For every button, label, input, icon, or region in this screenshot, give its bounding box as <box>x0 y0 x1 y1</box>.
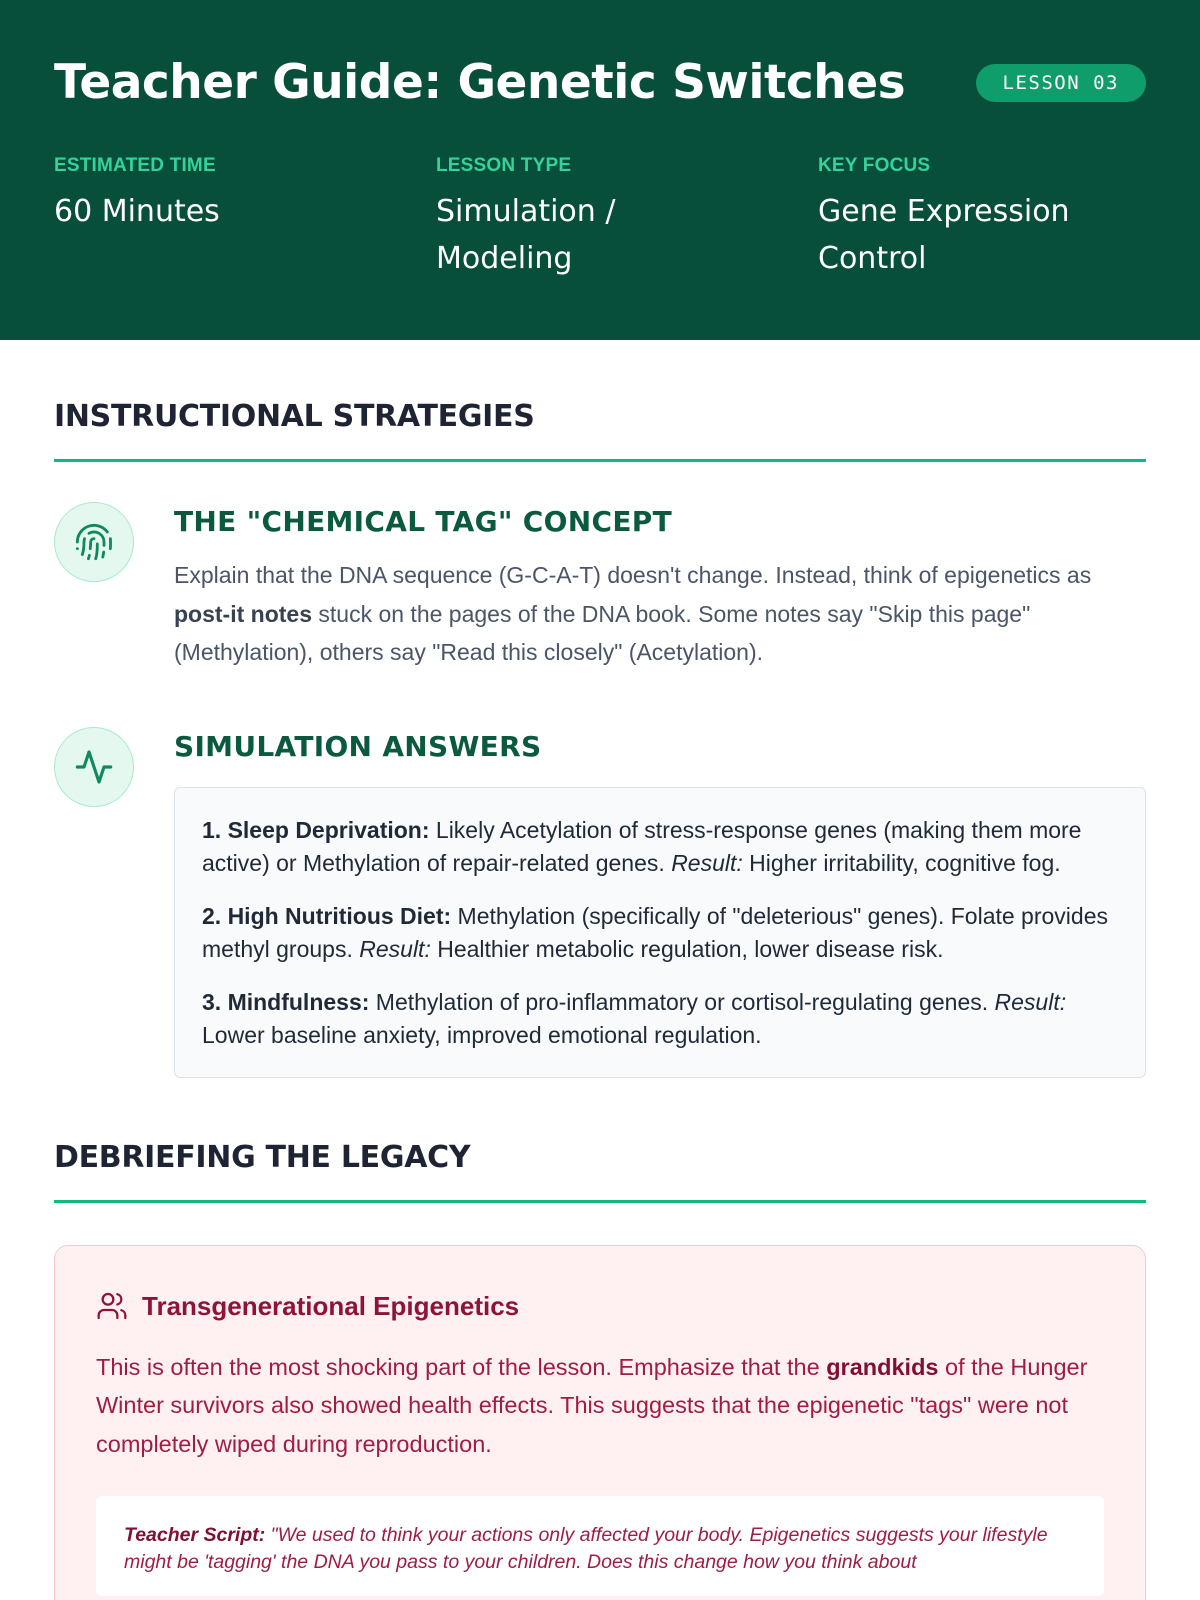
strategy-description <box>174 556 1146 672</box>
lesson-meta <box>54 152 1146 302</box>
result-text: Lower baseline anxiety, improved emotional regulation. <box>202 1022 762 1048</box>
answer-text: Likely Acetylation of stress-response genes (making them more active) or Methylation of repair-related genes. <box>202 816 1082 876</box>
meta-label: ESTIMATED TIME <box>54 155 216 176</box>
strategy-chemical-tag <box>54 502 1146 672</box>
section-title: INSTRUCTIONAL STRATEGIES <box>54 399 535 434</box>
answer-label: 3. Mindfulness: <box>202 988 370 1015</box>
text-span: Explain that the DNA sequence (G-C-A-T) doesn't change. Instead, think of epigenetics as <box>174 562 1092 588</box>
main-content <box>0 340 1200 1600</box>
result-label: Result: <box>994 988 1067 1015</box>
activity-icon <box>54 727 134 807</box>
answer-item <box>202 814 1119 881</box>
answer-item <box>202 900 1119 967</box>
meta-label: KEY FOCUS <box>818 155 931 176</box>
header <box>0 0 1200 340</box>
lesson-badge: LESSON 03 <box>976 64 1146 102</box>
result-label: Result: <box>671 850 743 876</box>
meta-value: Gene Expression Control <box>818 194 1070 276</box>
answer-label: 1. Sleep Deprivation: <box>202 816 430 843</box>
callout-title: Transgenerational Epigenetics <box>142 1290 520 1321</box>
answer-item <box>202 986 1119 1053</box>
fingerprint-icon <box>54 502 134 582</box>
meta-lesson-type <box>436 152 766 282</box>
section-divider <box>54 459 1146 462</box>
answer-text: Methylation (specifically of "deleterious" genes). Folate provides methyl groups. <box>202 902 1108 962</box>
script-text: "We used to think your actions only affected your body. Epigenetics suggests your lifestyle might be 'tagging' the DNA you pass to your children. Does this change how you think about <box>124 1524 1048 1573</box>
meta-estimated-time <box>54 152 384 235</box>
answers-box <box>174 787 1146 1078</box>
text-span: of the Hunger Winter survivors also showed health effects. This suggests that the epigenetic "tags" were not completely wiped during reproduction. <box>96 1353 1088 1457</box>
text-span: This is often the most shocking part of the lesson. Emphasize that the <box>96 1353 827 1380</box>
callout-description <box>96 1348 1104 1464</box>
teacher-script <box>96 1496 1104 1596</box>
meta-key-focus <box>818 152 1148 282</box>
meta-value: 60 Minutes <box>54 194 220 229</box>
strategy-simulation-answers <box>54 727 1146 1078</box>
section-divider <box>54 1200 1146 1203</box>
page-title: Teacher Guide: Genetic Switches <box>54 55 906 110</box>
section-title: DEBRIEFING THE LEGACY <box>54 1139 471 1175</box>
answer-text: Methylation of pro-inflammatory or cortisol-regulating genes. <box>369 988 995 1015</box>
emphasis: grandkids <box>826 1353 939 1380</box>
result-text: Healthier metabolic regulation, lower disease risk. <box>430 936 944 962</box>
meta-value: Simulation / Modeling <box>436 194 616 276</box>
text-span: stuck on the pages of the DNA book. Some notes say "Skip this page" (Methylation), others say "Read this closely" (Acetylation). <box>174 600 1031 665</box>
answer-label: 2. High Nutritious Diet: <box>202 902 452 929</box>
callout-header <box>96 1288 1104 1324</box>
users-icon <box>96 1289 130 1323</box>
section-debriefing <box>54 1138 1146 1600</box>
result-text: Higher irritability, cognitive fog. <box>742 850 1061 876</box>
strategy-title: THE "CHEMICAL TAG" CONCEPT <box>174 505 672 538</box>
meta-label: LESSON TYPE <box>436 155 572 176</box>
callout-transgenerational <box>54 1245 1146 1600</box>
section-instructional-strategies <box>54 340 1146 1078</box>
strategy-title: SIMULATION ANSWERS <box>174 729 542 763</box>
emphasis: post-it notes <box>174 600 312 627</box>
script-label: Teacher Script: <box>124 1524 266 1546</box>
result-label: Result: <box>359 936 431 962</box>
